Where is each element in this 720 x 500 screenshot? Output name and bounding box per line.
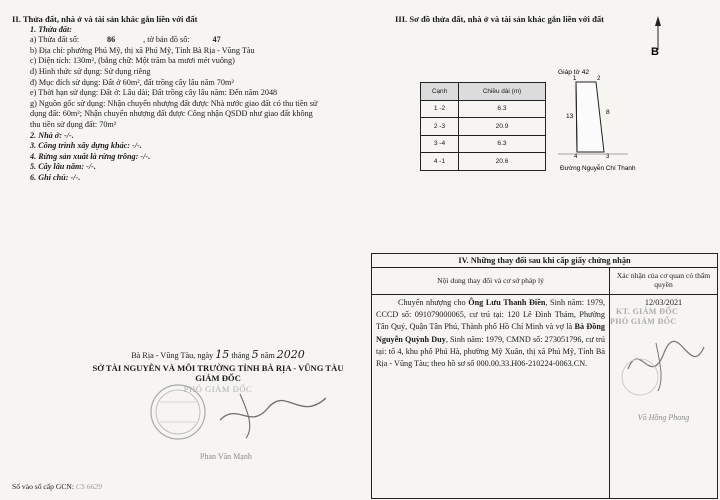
origin-row-3: thu tiền sử dụng đất: 70m²	[30, 119, 117, 129]
address-row: b) Địa chỉ: phường Phú Mỹ, thị xã Phú Mỹ, Tỉnh Bà Rịa - Vũng Tàu	[30, 45, 255, 55]
section-2-title: II. Thửa đất, nhà ở và tài sản khác gắn liền với đất	[12, 14, 198, 24]
changes-table-header	[372, 268, 717, 295]
director-title: GIÁM ĐỐC	[195, 373, 241, 383]
change-content: Chuyển nhượng cho Ông Lưu Thanh Điền, Sinh năm: 1979, CCCD số: 091079000065, cư trú tại: 120 Lê Đình Thám, Phường Tân Quý, Quận Tân Phú, Thành phố Hồ Chí Minh và vợ là Bà Đồng Nguyễn Quỳnh Duy, Sinh năm: 1979, CMND số: 273051796, cư trú tại: tổ 4, khu phố Phú Hà, phường Mỹ Xuân, thị xã Phú Mỹ, Tỉnh Bà Rịa - Vũng Tàu; theo hồ sơ số 000.00.33.H06-210224-0063.CN.	[372, 295, 610, 498]
authority-confirmation	[610, 295, 717, 498]
trees-row: 5. Cây lâu năm: -/-.	[30, 162, 96, 172]
official-seal-icon	[150, 372, 340, 452]
table-header-edge: Cạnh	[421, 83, 459, 101]
edge-cell: 2 -3	[421, 118, 459, 136]
parcel-number-label: a) Thửa đất số:	[30, 35, 80, 45]
certificate-number: Số vào sổ cấp GCN: CS 6629	[12, 482, 102, 491]
buyer-name-2: Bà Đồng Nguyễn Quỳnh Duy	[376, 322, 605, 344]
issue-year: 2020	[276, 348, 305, 361]
authority-line-2: PHÓ GIÁM ĐỐC	[610, 317, 677, 326]
table-header-length: Chiều dài (m)	[459, 83, 546, 101]
authority-column-header: Xác nhận của cơ quan có thẩm quyền	[616, 271, 711, 289]
forest-row: 4. Rừng sản xuất là rừng trồng: -/-.	[30, 151, 151, 161]
vertex-label: 3	[606, 154, 610, 160]
north-label: B	[651, 46, 659, 58]
north-arrow-icon	[655, 16, 661, 50]
deputy-director-title: PHÓ GIÁM ĐỐC	[183, 384, 253, 394]
origin-row-2: dụng đất: 60m²; Nhận chuyển nhượng đất được Công nhận QSDĐ như giao đất không	[30, 109, 313, 119]
origin-row-1: g) Nguồn gốc sử dụng: Nhận chuyển nhượng đất được Nhà nước giao đất có thu tiền sử	[30, 98, 318, 108]
vertex-label: 4	[574, 154, 578, 160]
length-cell: 20.6	[459, 153, 546, 171]
vertex-label: 1	[573, 76, 577, 82]
confirmation-signer: Võ Hồng Phong	[637, 413, 690, 422]
map-sheet-number: 47	[212, 35, 221, 45]
handwritten-signature-icon	[620, 329, 710, 399]
notes-row: 6. Ghi chú: -/-.	[30, 172, 81, 182]
house-row: 2. Nhà ở: -/-.	[30, 130, 74, 140]
confirmation-date: 12/03/2021	[644, 298, 683, 307]
area-row: c) Diện tích: 130m², (bằng chữ: Một trăm ba mươi mét vuông)	[30, 56, 235, 66]
length-cell: 6.3	[459, 135, 546, 153]
usage-form-row: d) Hình thức sử dụng: Sử dụng riêng	[30, 66, 151, 76]
length-cell: 6.3	[459, 100, 546, 118]
construction-row: 3. Công trình xây dựng khác: -/-.	[30, 141, 142, 151]
parcel-number: 86	[107, 35, 116, 45]
land-parcel-heading: 1. Thửa đất:	[30, 24, 72, 34]
parcel-number-row	[12, 35, 362, 46]
vertex-label: 2	[597, 76, 601, 82]
edge-cell: 4 -1	[421, 153, 459, 171]
purpose-row: đ) Mục đích sử dụng: Đất ở 60m², đất trồng cây lâu năm 70m²	[30, 77, 234, 87]
map-sheet-label: , tờ bản đồ số:	[143, 35, 190, 45]
issue-month: 5	[251, 348, 259, 361]
side-left-label: 13	[566, 113, 574, 120]
buyer-name-1: Ông Lưu Thanh Điền	[468, 298, 546, 307]
neighbor-top-label: Giáp tờ 42	[558, 69, 590, 76]
section-4-title: IV. Những thay đổi sau khi cấp giấy chứng nhận	[372, 254, 717, 268]
changes-section	[371, 253, 718, 499]
land-info-section	[12, 14, 362, 184]
length-cell: 20.9	[459, 118, 546, 136]
section-3-title: III. Sơ đồ thửa đất, nhà ở và tài sản khác gắn liền với đất	[395, 14, 605, 24]
issue-day: 15	[215, 348, 230, 361]
content-column-header: Nội dung thay đổi và cơ sở pháp lý	[372, 268, 610, 294]
parcel-outline	[576, 82, 604, 152]
side-right-label: 8	[606, 109, 610, 116]
signer-name: Phan Văn Mạnh	[200, 452, 252, 461]
changes-table-row	[372, 295, 717, 498]
certificate-number-value: CS 6629	[75, 482, 102, 491]
edge-cell: 3 -4	[421, 135, 459, 153]
authority-line-1: KT. GIÁM ĐỐC	[616, 307, 679, 316]
road-label: Đường Nguyễn Chí Thanh	[560, 165, 636, 172]
term-row: e) Thời hạn sử dụng: Đất ở: Lâu dài; Đất trồng cây lâu năm: Đến năm 2048	[30, 88, 278, 98]
issue-date: Bà Rịa - Vũng Tàu, ngày 15 tháng 5 năm 2020	[131, 348, 305, 361]
parcel-diagram	[370, 0, 720, 250]
edge-cell: 1 -2	[421, 100, 459, 118]
issuing-org: SỞ TÀI NGUYÊN VÀ MÔI TRƯỜNG TỈNH BÀ RỊA - VŨNG TÀU	[92, 363, 344, 373]
